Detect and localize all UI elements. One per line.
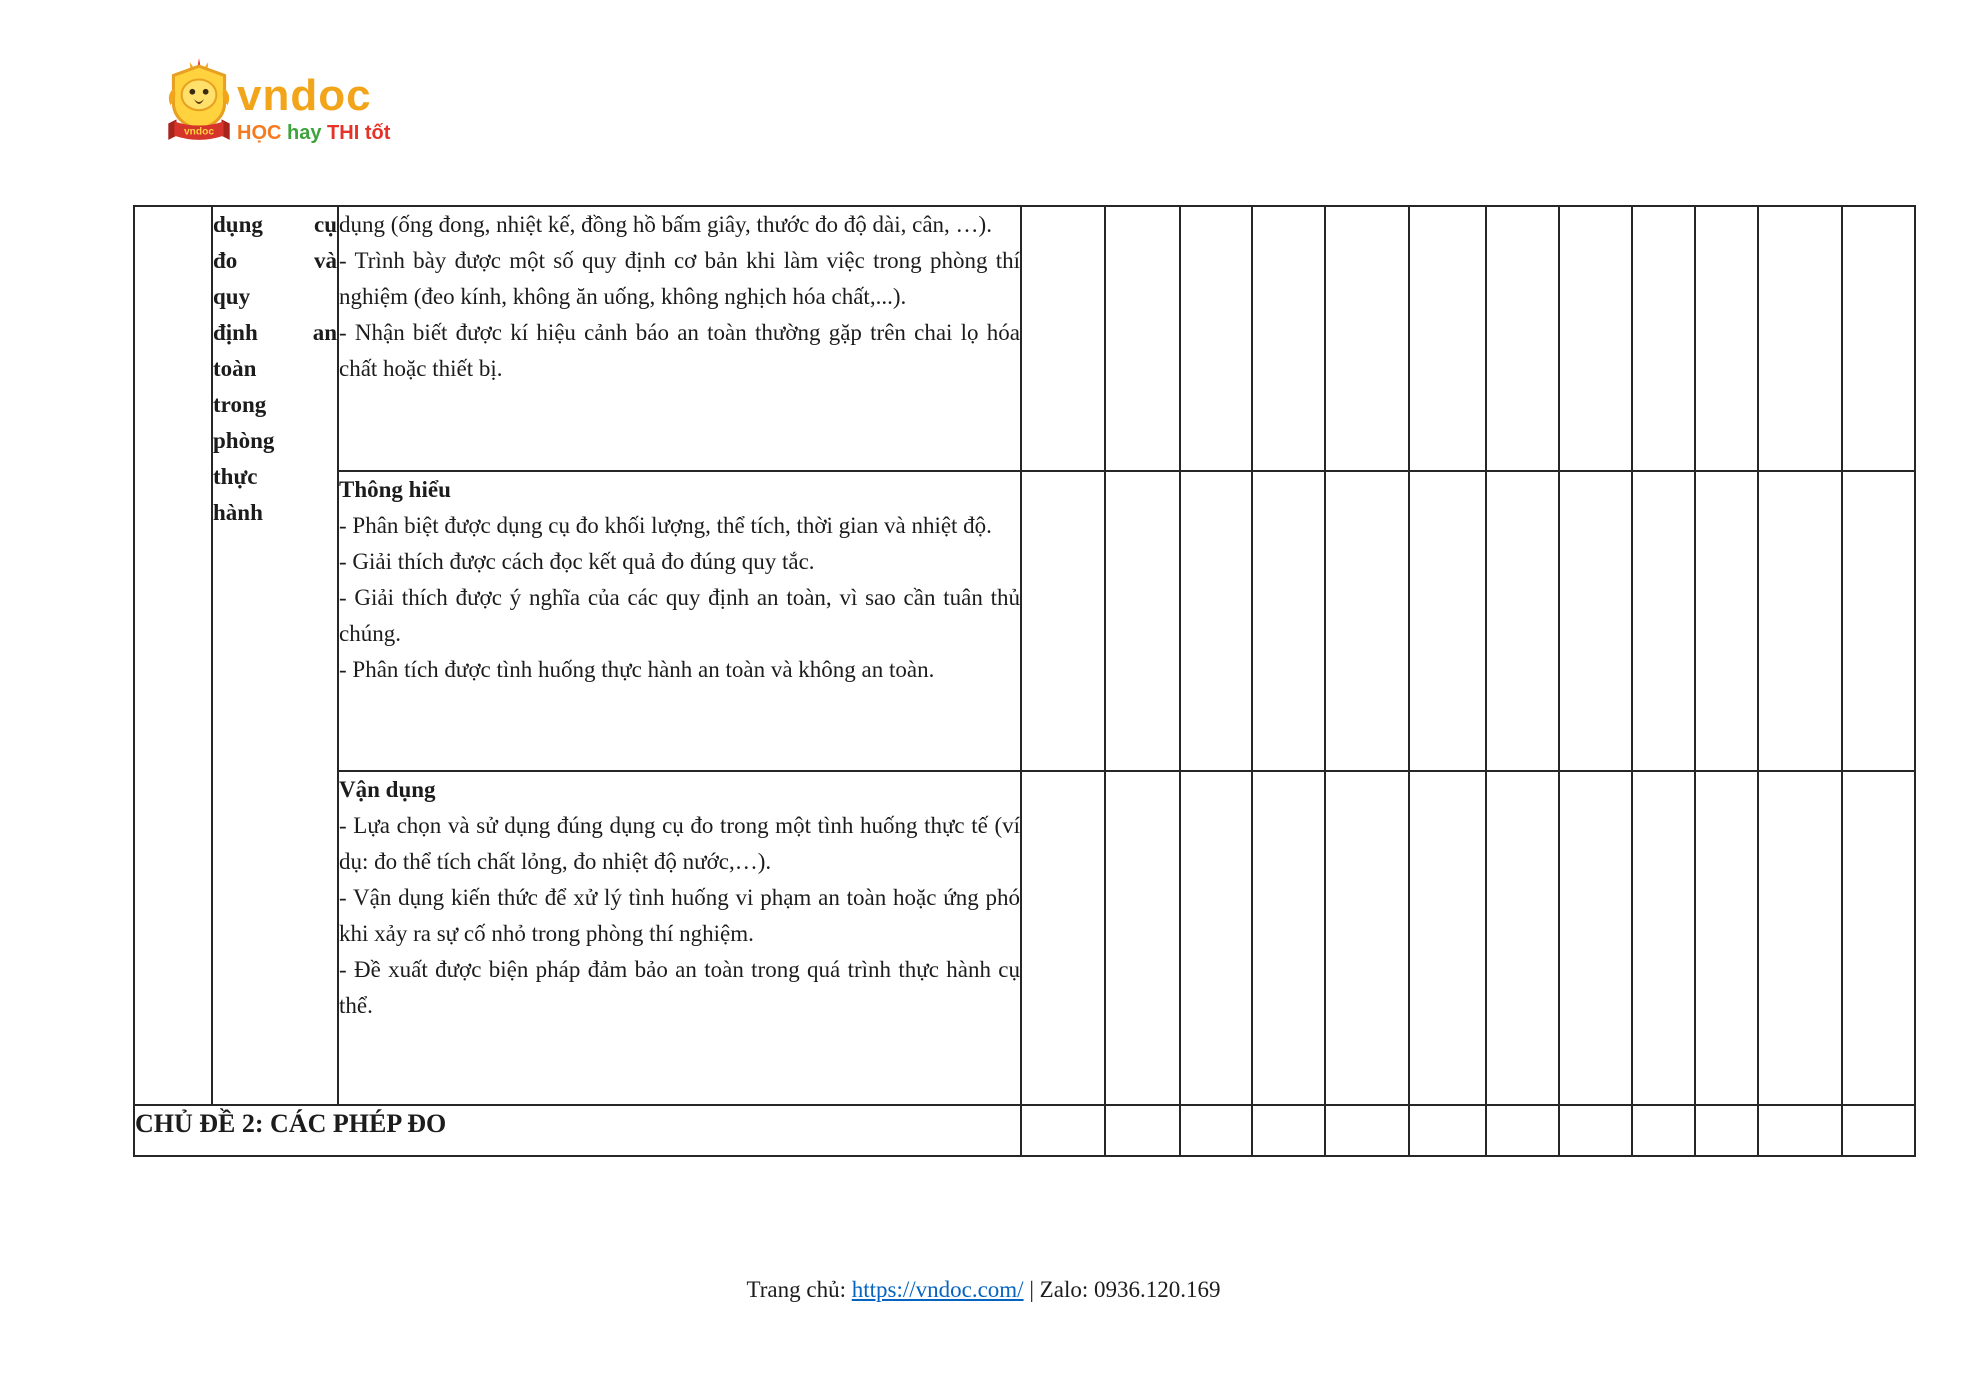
empty-score-cell [1842, 471, 1915, 771]
empty-score-cell [1695, 206, 1758, 471]
content-paragraph: - Giải thích được ý nghĩa của các quy định an toàn, vì sao cần tuân thủ chúng. [339, 585, 1020, 646]
badge-text: vndoc [183, 126, 215, 138]
empty-score-cell [1695, 471, 1758, 771]
empty-score-cell [1559, 206, 1632, 471]
exam-matrix-table [133, 205, 1916, 1157]
empty-score-cell [1559, 471, 1632, 771]
empty-score-cell [1252, 1105, 1325, 1156]
empty-score-cell [1486, 206, 1559, 471]
vndoc-mascot-icon [166, 58, 232, 146]
empty-score-cell [1325, 771, 1409, 1105]
topic-cell [212, 206, 338, 1105]
topic-line: toàn [213, 356, 257, 381]
empty-score-cell [1325, 1105, 1409, 1156]
empty-score-cell [1758, 1105, 1842, 1156]
empty-score-cell [1021, 206, 1105, 471]
level-heading-van-dung: Vận dụng [339, 777, 436, 802]
empty-score-cell [1180, 771, 1252, 1105]
content-cell-thong-hieu [338, 471, 1021, 771]
empty-score-cell [1409, 206, 1486, 471]
empty-score-cell [1758, 206, 1842, 471]
empty-score-cell [1842, 206, 1915, 471]
empty-score-cell [1021, 471, 1105, 771]
content-paragraph: dụng (ống đong, nhiệt kế, đồng hồ bấm giây, thước đo độ dài, cân, …). [339, 212, 992, 237]
level-heading-thong-hieu: Thông hiểu [339, 477, 451, 502]
empty-score-cell [1758, 771, 1842, 1105]
empty-score-cell [1409, 1105, 1486, 1156]
content-paragraph: - Phân biệt được dụng cụ đo khối lượng, thể tích, thời gian và nhiệt độ. [339, 513, 992, 538]
vndoc-homepage-link[interactable]: https://vndoc.com/ [851, 1277, 1024, 1302]
tagline-hay: hay [287, 122, 322, 144]
page-footer [0, 1277, 1967, 1303]
empty-score-cell [1559, 771, 1632, 1105]
topic-line: dụng cụ [213, 212, 337, 237]
empty-score-cell [1409, 771, 1486, 1105]
logo-text [237, 58, 390, 143]
empty-score-cell [1486, 771, 1559, 1105]
empty-score-cell [1632, 471, 1695, 771]
empty-score-cell [1105, 471, 1180, 771]
empty-score-cell [1409, 471, 1486, 771]
content-paragraph: - Đề xuất được biện pháp đảm bảo an toàn trong quá trình thực hành cụ thể. [339, 957, 1020, 1018]
empty-score-cell [1632, 771, 1695, 1105]
empty-score-cell [1252, 206, 1325, 471]
topic-line: định an [213, 320, 337, 345]
empty-score-cell [1180, 471, 1252, 771]
logo-tagline [237, 123, 390, 143]
chu-de-2-row-title: CHỦ ĐỀ 2: CÁC PHÉP ĐO [134, 1105, 1021, 1156]
empty-score-cell [1758, 471, 1842, 771]
footer-prefix: Trang chủ: [746, 1277, 852, 1302]
content-paragraph: - Lựa chọn và sử dụng đúng dụng cụ đo trong một tình huống thực tế (ví dụ: đo thể tích chất lỏng, đo nhiệt độ nước,…). [339, 813, 1020, 874]
empty-score-cell [1842, 771, 1915, 1105]
content-paragraph: - Giải thích được cách đọc kết quả đo đúng quy tắc. [339, 549, 815, 574]
topic-line: quy [213, 284, 251, 309]
empty-score-cell [1105, 1105, 1180, 1156]
vndoc-wordmark: vndoc [237, 71, 372, 120]
topic-line: đo và [213, 248, 337, 273]
content-cell-van-dung [338, 771, 1021, 1105]
topic-line: phòng [213, 428, 275, 453]
topic-line: hành [213, 500, 263, 525]
empty-score-cell [1105, 771, 1180, 1105]
empty-score-cell [1632, 1105, 1695, 1156]
content-cell-nhan-biet [338, 206, 1021, 471]
empty-score-cell [1325, 471, 1409, 771]
content-paragraph: - Vận dụng kiến thức để xử lý tình huống vi phạm an toàn hoặc ứng phó khi xảy ra sự cố nhỏ trong phòng thí nghiệm. [339, 885, 1020, 946]
empty-score-cell [1559, 1105, 1632, 1156]
empty-score-cell [1252, 471, 1325, 771]
vndoc-logo [166, 58, 390, 146]
empty-score-cell [1252, 771, 1325, 1105]
empty-score-cell [1486, 1105, 1559, 1156]
topic-line: thực [213, 464, 258, 489]
empty-score-cell [1695, 1105, 1758, 1156]
empty-score-cell [1842, 1105, 1915, 1156]
empty-score-cell [1632, 206, 1695, 471]
content-paragraph: - Trình bày được một số quy định cơ bản khi làm việc trong phòng thí nghiệm (đeo kính, không ăn uống, không nghịch hóa chất,...). [339, 248, 1020, 309]
tagline-hoc: HỌC [237, 122, 282, 144]
empty-score-cell [1105, 206, 1180, 471]
topic-line: trong [213, 392, 267, 417]
content-paragraph: - Phân tích được tình huống thực hành an toàn và không an toàn. [339, 657, 935, 682]
footer-suffix: | Zalo: 0936.120.169 [1023, 1277, 1221, 1302]
empty-score-cell [1325, 206, 1409, 471]
content-paragraph: - Nhận biết được kí hiệu cảnh báo an toàn thường gặp trên chai lọ hóa chất hoặc thiết bị. [339, 320, 1020, 381]
empty-score-cell [1021, 1105, 1105, 1156]
empty-score-cell [1486, 471, 1559, 771]
empty-score-cell [1695, 771, 1758, 1105]
empty-score-cell [1021, 771, 1105, 1105]
empty-score-cell [1180, 1105, 1252, 1156]
stt-column-cell [134, 206, 212, 1105]
empty-score-cell [1180, 206, 1252, 471]
tagline-thi-tot: THI tốt [327, 122, 391, 144]
